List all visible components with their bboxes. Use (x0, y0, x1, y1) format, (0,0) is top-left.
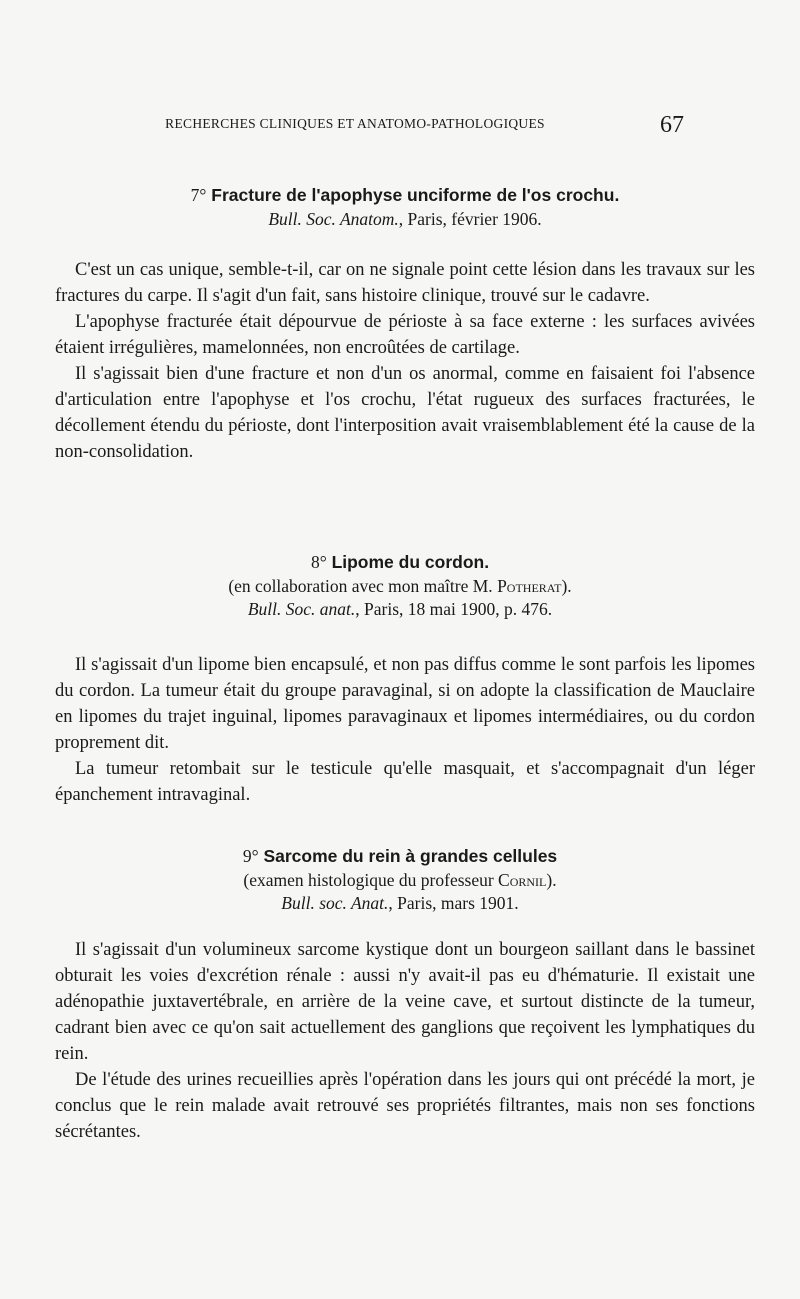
section-7-reference (55, 208, 755, 231)
running-header: RECHERCHES CLINIQUES ET ANATOMO-PATHOLOGIQUES (165, 116, 545, 131)
section-7-heading (55, 182, 755, 231)
paragraph: L'apophyse fracturée était dépourvue de périoste à sa face externe : les surfaces avivées étaient irrégulières, mamelonnées, non encroûtées de cartilage. (55, 312, 755, 358)
section-8-title (50, 549, 750, 575)
section-9-title (50, 843, 750, 869)
section-7-body (55, 257, 755, 465)
section-8-collaboration (50, 575, 750, 598)
section-9-heading (50, 843, 750, 915)
section-8-ref-details: , Paris, 18 mai 1900, p. 476. (355, 599, 553, 619)
paragraph: La tumeur retombait sur le testicule qu'elle masquait, et s'accompagnait d'un léger épanchement intravaginal. (55, 759, 755, 805)
section-7-ref-journal: Bull. Soc. Anatom. (268, 209, 399, 229)
section-7-title (55, 182, 755, 208)
section-8-collab-prefix: (en collaboration avec mon maître M. (228, 576, 498, 596)
section-8-number: 8° (310, 552, 327, 572)
section-8-collab-suffix: ). (561, 576, 572, 596)
section-9-exam (50, 869, 750, 892)
section-8-title-text: Lipome du cordon. (331, 552, 490, 572)
section-9-number: 9° (242, 846, 259, 866)
section-9-exam-name: Cornil (498, 870, 547, 890)
paragraph: De l'étude des urines recueillies après l'opération dans les jours qui ont précédé la mort, je conclus que le rein malade avait retrouvé ses propriétés filtrantes, mais non ses fonctions sécrétantes. (55, 1070, 755, 1142)
section-9-ref-details: , Paris, mars 1901. (388, 893, 519, 913)
section-9-ref-journal: Bull. soc. Anat. (281, 893, 389, 913)
section-9-exam-prefix: (examen histologique du professeur (243, 870, 499, 890)
page-number: 67 (660, 112, 684, 138)
paragraph: C'est un cas unique, semble-t-il, car on ne signale point cette lésion dans les travaux sur les fractures du carpe. Il s'agit d'un fait, sans histoire clinique, trouvé sur le cadavre. (55, 260, 755, 306)
paragraph: Il s'agissait bien d'une fracture et non d'un os anormal, comme en faisaient foi l'absence d'articulation entre l'apophyse et l'os crochu, l'état rugueux des surfaces fracturées, le décollement étendu du périoste, dont l'interposition avait vraisemblablement été la cause de la non-consolidation. (55, 364, 755, 462)
paragraph: Il s'agissait d'un volumineux sarcome kystique dont un bourgeon saillant dans le bassinet obturait les voies d'excrétion rénale : aussi n'y avait-il pas eu d'hématurie. Il existait une adénopathie juxtavertébrale, en arrière de la veine cave, et surtout distincte de la tumeur, cadrant bien avec ce qu'on sait actuellement des ganglions que reçoivent les lymphatiques du rein. (55, 940, 755, 1064)
section-8-heading (50, 549, 750, 621)
section-9-exam-suffix: ). (546, 870, 557, 890)
section-9-title-text: Sarcome du rein à grandes cellules (263, 846, 558, 866)
section-8-ref-journal: Bull. Soc. anat. (247, 599, 356, 619)
paragraph: Il s'agissait d'un lipome bien encapsulé, et non pas diffus comme le sont parfois les lipomes du cordon. La tumeur était du groupe paravaginal, si on adopte la classification de Mauclaire en lipomes du trajet inguinal, lipomes paravaginaux et lipomes intermédiaires, ou du cordon proprement dit. (55, 655, 755, 753)
section-8-reference (50, 598, 750, 621)
section-9-body (55, 937, 755, 1145)
section-9-reference (50, 892, 750, 915)
section-7-number: 7° (190, 185, 207, 205)
section-7-ref-details: , Paris, février 1906. (398, 209, 542, 229)
section-8-collab-name: Potherat (497, 576, 562, 596)
section-8-body (55, 652, 755, 808)
section-7-title-text: Fracture de l'apophyse unciforme de l'os crochu. (211, 185, 620, 205)
